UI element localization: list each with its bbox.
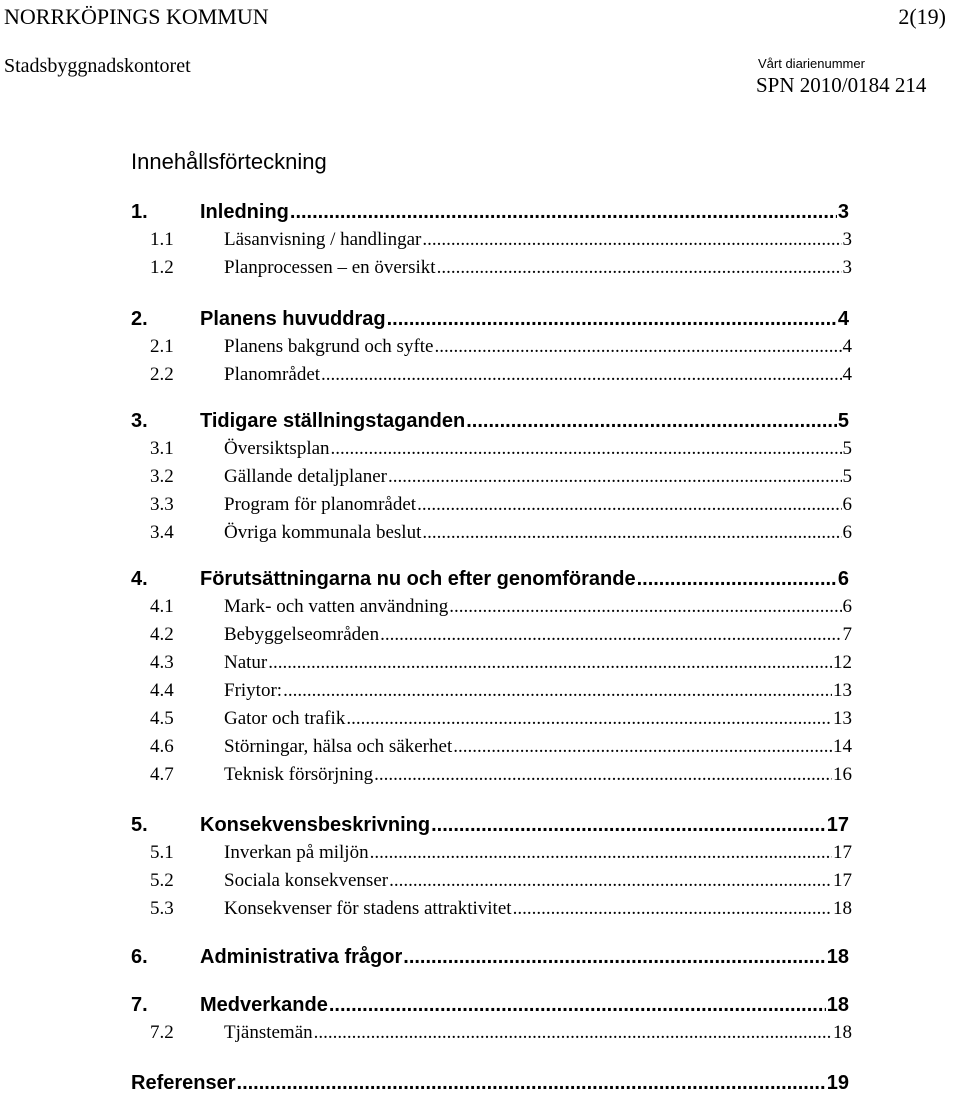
toc-dot-leader <box>346 708 832 730</box>
toc-entry-number: 2. <box>131 308 148 330</box>
toc-entry-title: Teknisk försörjning <box>224 764 374 785</box>
toc-entry-number: 7.2 <box>150 1022 174 1043</box>
toc-entry-title: Program för planområdet <box>224 494 417 515</box>
toc-entry[interactable] <box>150 708 852 734</box>
toc-title: Innehållsförteckning <box>131 149 327 174</box>
toc-dot-leader <box>374 764 832 786</box>
toc-entry[interactable] <box>150 624 852 650</box>
toc-entry-page: 3 <box>837 201 849 223</box>
toc-entry-page: 5 <box>842 466 852 487</box>
toc-entry[interactable] <box>150 466 852 492</box>
toc-entry[interactable] <box>150 764 852 790</box>
toc-dot-leader <box>321 364 841 386</box>
toc-dot-leader <box>283 680 832 702</box>
toc-entry-title: Förutsättningarna nu och efter genomförande <box>200 568 636 590</box>
toc-entry[interactable] <box>150 736 852 762</box>
reference-number: SPN 2010/0184 214 <box>756 73 927 97</box>
toc-entry-number: 3.3 <box>150 494 174 515</box>
toc-entry-title: Planprocessen – en översikt <box>224 257 436 278</box>
toc-entry[interactable] <box>150 898 852 924</box>
toc-dot-leader <box>237 1072 826 1095</box>
toc-dot-leader <box>449 596 841 618</box>
toc-entry[interactable] <box>150 680 852 706</box>
toc-entry[interactable] <box>150 229 852 255</box>
toc-entry-number: 5.1 <box>150 842 174 863</box>
toc-dot-leader <box>417 494 841 516</box>
toc-entry-number: 3. <box>131 410 148 432</box>
toc-entry-number: 1. <box>131 201 148 223</box>
toc-entry-page: 4 <box>842 364 852 385</box>
toc-entry-title: Mark- och vatten användning <box>224 596 449 617</box>
toc-entry-page: 5 <box>837 410 849 432</box>
toc-entry-title: Översiktsplan <box>224 438 330 459</box>
toc-entry-page: 5 <box>842 438 852 459</box>
toc-entry[interactable] <box>150 257 852 283</box>
toc-entry-title: Tjänstemän <box>224 1022 313 1043</box>
toc-entry-number: 4.6 <box>150 736 174 757</box>
toc-entry-number: 5.3 <box>150 898 174 919</box>
toc-entry-number: 4.1 <box>150 596 174 617</box>
toc-entry-page: 6 <box>837 568 849 590</box>
toc-entry-number: 4.7 <box>150 764 174 785</box>
toc-entry-page: 18 <box>826 994 849 1016</box>
toc-entry-title: Sociala konsekvenser <box>224 870 389 891</box>
toc-entry-number: 1.1 <box>150 229 174 250</box>
toc-entry-number: 4. <box>131 568 148 590</box>
toc-dot-leader <box>422 522 841 544</box>
toc-entry-page: 13 <box>833 680 852 701</box>
toc-dot-leader <box>329 994 826 1017</box>
toc-entry-number: 3.2 <box>150 466 174 487</box>
toc-entry-page: 12 <box>833 652 852 673</box>
toc-entry-page: 6 <box>842 596 852 617</box>
toc-entry[interactable] <box>131 568 849 594</box>
toc-entry[interactable] <box>131 201 849 227</box>
toc-entry[interactable] <box>150 652 852 678</box>
toc-dot-leader <box>431 814 826 837</box>
organization-name: NORRKÖPINGS KOMMUN <box>4 4 269 29</box>
department-name: Stadsbyggnadskontoret <box>4 55 191 77</box>
toc-entry-title: Friytor: <box>224 680 283 701</box>
toc-dot-leader <box>268 652 832 674</box>
toc-entry-title: Konsekvenser för stadens attraktivitet <box>224 898 512 919</box>
toc-entry-number: 3.4 <box>150 522 174 543</box>
toc-entry-page: 17 <box>826 814 849 836</box>
toc-entry-number: 5. <box>131 814 148 836</box>
toc-entry-page: 13 <box>833 708 852 729</box>
toc-entry-page: 7 <box>842 624 852 645</box>
toc-entry-number: 2.1 <box>150 336 174 357</box>
toc-entry[interactable] <box>150 438 852 464</box>
toc-entry-page: 18 <box>833 1022 852 1043</box>
toc-dot-leader <box>380 624 841 646</box>
toc-entry-page: 6 <box>842 494 852 515</box>
toc-dot-leader <box>314 1022 832 1044</box>
toc-dot-leader <box>513 898 832 920</box>
toc-dot-leader <box>389 870 832 892</box>
toc-dot-leader <box>387 308 837 331</box>
toc-entry[interactable] <box>150 364 852 390</box>
toc-dot-leader <box>403 946 825 969</box>
toc-entry-title: Gällande detaljplaner <box>224 466 388 487</box>
toc-entry-page: 17 <box>833 870 852 891</box>
toc-entry-title: Referenser <box>131 1072 236 1094</box>
toc-entry-number: 4.2 <box>150 624 174 645</box>
toc-dot-leader <box>437 257 842 279</box>
toc-entry-title: Bebyggelseområden <box>224 624 380 645</box>
toc-entry-number: 6. <box>131 946 148 968</box>
toc-entry-number: 1.2 <box>150 257 174 278</box>
toc-entry[interactable] <box>131 814 849 840</box>
toc-entry-title: Inverkan på miljön <box>224 842 369 863</box>
toc-entry-number: 3.1 <box>150 438 174 459</box>
toc-dot-leader <box>466 410 837 433</box>
toc-entry[interactable] <box>131 308 849 334</box>
toc-entry-title: Planens huvuddrag <box>200 308 386 330</box>
toc-dot-leader <box>637 568 837 591</box>
toc-entry[interactable] <box>131 994 849 1020</box>
toc-entry-page: 16 <box>833 764 852 785</box>
toc-entry-title: Läsanvisning / handlingar <box>224 229 422 250</box>
toc-entry-title: Övriga kommunala beslut <box>224 522 422 543</box>
toc-dot-leader <box>370 842 832 864</box>
toc-entry[interactable] <box>150 1022 852 1048</box>
toc-dot-leader <box>422 229 841 251</box>
toc-entry-page: 18 <box>826 946 849 968</box>
toc-dot-leader <box>290 201 837 224</box>
toc-entry[interactable] <box>150 842 852 868</box>
toc-entry-number: 4.4 <box>150 680 174 701</box>
toc-entry[interactable] <box>150 522 852 548</box>
toc-entry-page: 18 <box>833 898 852 919</box>
toc-entry[interactable] <box>131 1072 849 1098</box>
toc-entry-number: 4.3 <box>150 652 174 673</box>
toc-dot-leader <box>434 336 841 358</box>
toc-entry[interactable] <box>150 596 852 622</box>
toc-entry-title: Gator och trafik <box>224 708 346 729</box>
page-number: 2(19) <box>898 4 946 29</box>
toc-entry-page: 4 <box>842 336 852 357</box>
toc-entry-number: 4.5 <box>150 708 174 729</box>
toc-dot-leader <box>453 736 832 758</box>
toc-entry-number: 2.2 <box>150 364 174 385</box>
toc-entry-page: 3 <box>842 229 852 250</box>
toc-dot-leader <box>388 466 841 488</box>
toc-dot-leader <box>331 438 842 460</box>
toc-entry-page: 3 <box>842 257 852 278</box>
toc-entry-title: Planområdet <box>224 364 321 385</box>
toc-entry-number: 5.2 <box>150 870 174 891</box>
toc-entry-number: 7. <box>131 994 148 1016</box>
toc-entry-title: Administrativa frågor <box>200 946 403 968</box>
toc-entry[interactable] <box>131 946 849 972</box>
toc-entry[interactable] <box>150 494 852 520</box>
toc-entry-page: 6 <box>842 522 852 543</box>
toc-entry-title: Störningar, hälsa och säkerhet <box>224 736 453 757</box>
toc-entry-title: Medverkande <box>200 994 328 1016</box>
toc-entry-page: 14 <box>833 736 852 757</box>
toc-entry-title: Inledning <box>200 201 289 223</box>
toc-entry-title: Konsekvensbeskrivning <box>200 814 431 836</box>
toc-entry[interactable] <box>150 870 852 896</box>
toc-entry-title: Natur <box>224 652 268 673</box>
toc-entry-page: 4 <box>837 308 849 330</box>
toc-entry[interactable] <box>131 410 849 436</box>
toc-entry[interactable] <box>150 336 852 362</box>
toc-entry-title: Planens bakgrund och syfte <box>224 336 434 357</box>
toc-entry-title: Tidigare ställningstaganden <box>200 410 466 432</box>
toc-entry-page: 19 <box>826 1072 849 1094</box>
reference-label: Vårt diarienummer <box>758 56 865 71</box>
toc-entry-page: 17 <box>833 842 852 863</box>
